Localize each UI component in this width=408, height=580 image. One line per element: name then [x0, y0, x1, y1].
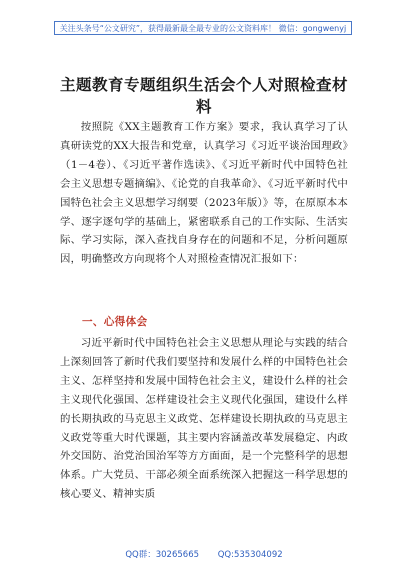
footer-qq-group: QQ群：30265665: [125, 550, 200, 560]
footer-qq: QQ:535304092: [217, 550, 283, 560]
document-title: 主题教育专题组织生活会个人对照检查材料: [60, 75, 349, 116]
intro-paragraph: 按照院《XX主题教育工作方案》要求，我认真学习了认真研读党的XX大报告和党章，认真学习《习近平谈治国理政》（1－4卷）、《习近平著作选读》、《习近平新时代中国特色社会主义思想专题摘编》、《论党的自我革命》、《习近平新时代中国特色社会主义思想学习纲要（2023年版）》等，在原原本本学、逐字逐句学的基础上，紧密联系自己的工作实际、生活实际、学习实际，深入查找自身存在的问题和不足，分析问题原因，明确整改方向现将个人对照检查情况汇报如下：: [60, 121, 348, 266]
section-body: 习近平新时代中国特色社会主义思想从理论与实践的结合上深刻回答了新时代我们要坚持和发展什么样的中国特色社会主义、怎样坚持和发展中国特色社会主义，建设什么样的社会主义现代化强国、怎样建设社会主义现代化强国，建设什么样的长期执政的马克思主义政党、怎样建设长期执政的马克思主义政党等重大时代课题，其主要内容涵盖改革发展稳定、内政外交国防、治党治国治军等方方面面，是一个完整科学的思想体系。广大党员、干部必须全面系统深入把握这一科学思想的核心要义、精神实质: [60, 337, 348, 501]
banner-text: 关注头条号“公文研究”，获得最新最全最专业的公文资料库！ 微信：gongwenyj: [59, 23, 347, 33]
footer: [0, 548, 408, 560]
top-banner: [54, 21, 352, 35]
section-heading: 一、心得体会: [82, 316, 148, 328]
